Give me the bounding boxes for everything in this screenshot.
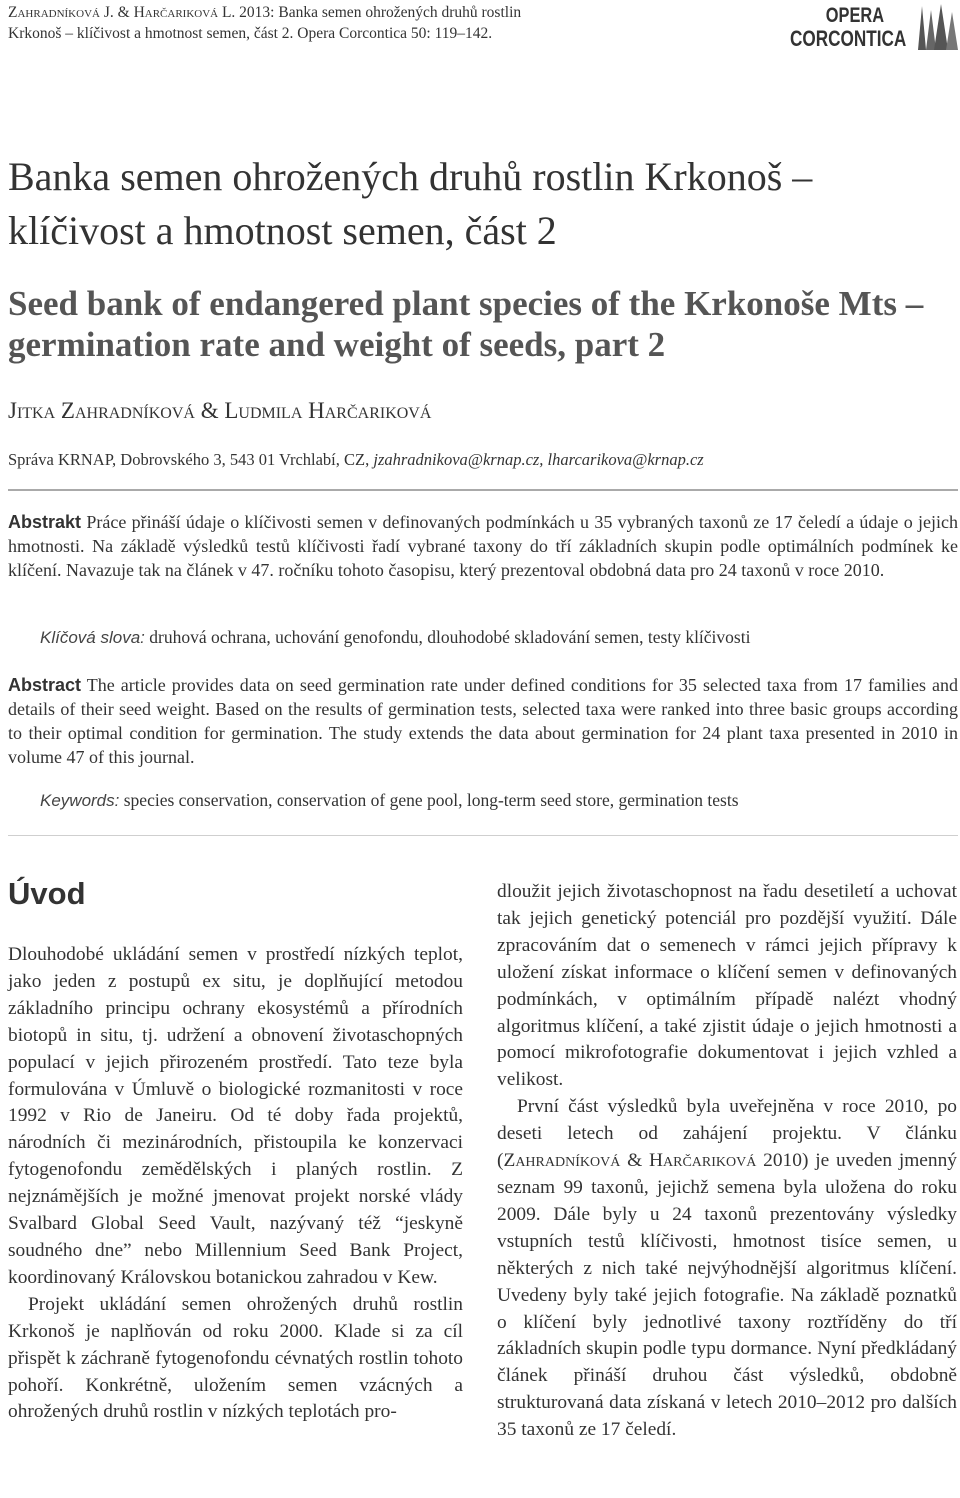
authors: Jitka Zahradníková & Ludmila Harčariková bbox=[8, 398, 432, 423]
right-paragraph-2 bbox=[497, 1094, 957, 1444]
right-column bbox=[497, 879, 957, 1444]
keywords-en bbox=[40, 790, 960, 811]
citation-text: L. 2013: Banka semen ohrožených druhů rostlin Krkonoš – klíčivost a hmotnost semen, část 2. Opera Corcontica 50: 119–142. bbox=[8, 4, 522, 42]
divider bbox=[8, 489, 958, 491]
abstract-en bbox=[8, 673, 958, 769]
left-column bbox=[8, 942, 463, 1426]
mountains-icon bbox=[918, 4, 958, 50]
right-paragraph-citation: Zahradníková & Harčariková bbox=[503, 1150, 757, 1172]
keywords-en-label: Keywords: bbox=[40, 791, 120, 810]
right-paragraph-2a: První část výsledků byla uveřejněna v roce 2010, po deseti letech od zahájení projektu. V článku ( bbox=[497, 1096, 957, 1172]
section-divider bbox=[8, 835, 958, 836]
citation-author2: Harčariková bbox=[133, 4, 219, 21]
affiliation-address: Správa KRNAP, Dobrovského 3, 543 01 Vrchlabí, CZ, bbox=[8, 450, 374, 469]
abstract-cz-text: Práce přináší údaje o klíčivosti semen v definovaných podmínkách u 35 vybraných taxonů ze 17 čeledí a údaje o jejich hmotnosti. Na základě výsledků testů klíčivosti řadí vybrané taxony do tří základních skupin podle optimálních podmínek ke klíčení. Navazuje tak na článek v 47. ročníku tohoto časopisu, který prezentoval obdobná data pro 24 taxonů v roce 2010. bbox=[8, 512, 958, 580]
abstract-cz-label: Abstrakt bbox=[8, 512, 82, 532]
journal-logo bbox=[790, 4, 958, 52]
affiliation bbox=[8, 450, 948, 470]
right-paragraph-1: dloužit jejich životaschopnost na řadu desetiletí a uchovat tak jejich genetický potenciál pro pozdější využití. Dále zpracováním dat o semenech v rámci jejich přípravy k uložení získat informace o klíčení semen v definovaných podmínkách, v optimálním případě nalézt vhodný algoritmus klíčení, a také zjistit údaje o jejich hmotnosti a pomocí mikrofotografie dokumentovat i jejich vzhled a velikost. bbox=[497, 881, 957, 1091]
right-paragraph-2b: 2010) je uveden jmenný seznam 99 taxonů, jejichž semena byla uložena do roku 2009. Dále byly u 24 taxonů prezentovány výsledky vstupních testů klíčivosti, hmotnost tisíce semen, u některých z nich také nejvýhodnější algoritmus klíčení. Uvedeny byly také jejich fotografie. Na základě poznatků o klíčení byly jednotlivé taxony roztříděny do tří základních skupin podle typu dormance. Nyní předkládaný článek přináší druhou část výsledků, obdobně strukturovaná data získaná v letech 2010–2012 pro dalších 35 taxonů ze 17 čeledí. bbox=[497, 1150, 957, 1441]
article-subtitle: Seed bank of endangered plant species of the Krkonoše Mts – germination rate and weight of seeds, part 2 bbox=[8, 284, 924, 364]
affiliation-emails: jzahradnikova@krnap.cz, lharcarikova@krnap.cz bbox=[373, 450, 704, 469]
keywords-cz-text: druhová ochrana, uchování genofondu, dlouhodobé skladování semen, testy klíčivosti bbox=[144, 627, 751, 647]
logo-line2: CORCONTICA bbox=[790, 26, 907, 51]
abstract-en-label: Abstract bbox=[8, 675, 82, 695]
left-paragraph-1: Dlouhodobé ukládání semen v prostředí nízkých teplot, jako jeden z postupů ex situ, je doplňující metodou základního principu ochrany ekosystémů a přírodních biotopů in situ, tj. udržení a obnovení životaschopných populací v jejich přirozeném prostředí. Tato teze byla formulována v Úmluvě o biologické rozmanitosti v roce 1992 v Rio de Janeiru. Od té doby řada projektů, národních či mezinárodních, přistoupila ke konzervaci fytogenofondu zemědělských i planých rostlin. Z nejznámějších je možné jmenovat projekt norské vlády Svalbard Global Seed Vault, nazývaný též “jeskyně soudného dne” nebo Millennium Seed Bank Project, koordinovaný Královskou botanickou zahradou v Kew. bbox=[8, 944, 463, 1288]
logo-line1: OPERA bbox=[825, 4, 885, 27]
citation-author1: Zahradníková J. & bbox=[8, 4, 134, 21]
keywords-cz bbox=[40, 627, 960, 648]
left-paragraph-2: Projekt ukládání semen ohrožených druhů rostlin Krkonoš je naplňován od roku 2000. Klade si za cíl přispět k záchraně fytogenofondu cévnatých rostlin tohoto pohoří. Konkrétně, uložením semen vzácných a ohrožených druhů rostlin v nízkých teplotách pro- bbox=[8, 1293, 463, 1423]
citation-header bbox=[8, 2, 528, 44]
keywords-en-text: species conservation, conservation of gene pool, long-term seed store, germination tests bbox=[119, 790, 739, 810]
article-title: Banka semen ohrožených druhů rostlin Krkonoš – klíčivost a hmotnost semen, část 2 bbox=[8, 154, 813, 253]
section-heading: Úvod bbox=[8, 876, 86, 911]
keywords-cz-label: Klíčová slova: bbox=[40, 628, 145, 647]
abstract-cz bbox=[8, 510, 958, 582]
abstract-en-text: The article provides data on seed germination rate under defined conditions for 35 selected taxa from 17 families and details of their seed weight. Based on the results of germination tests, selected taxa were ranked into three basic groups according to their optimal condition for germination. The study extends the data about germination for 24 plant taxa presented in 2010 in volume 47 of this journal. bbox=[8, 675, 958, 767]
